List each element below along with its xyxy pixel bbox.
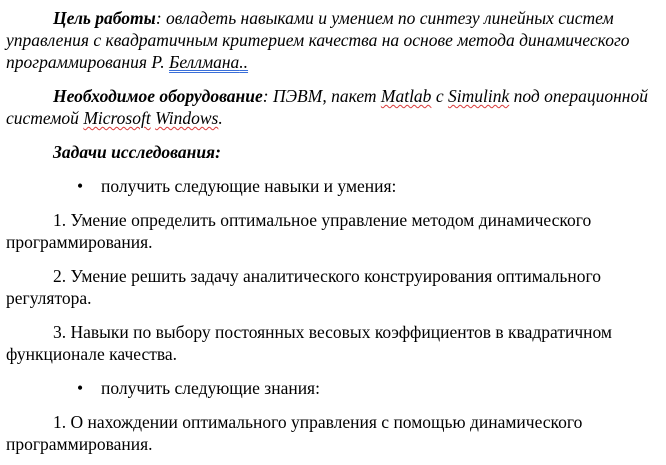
equipment-colon: : bbox=[262, 86, 269, 106]
matlab-word: Matlab bbox=[380, 86, 432, 106]
equipment-end: . bbox=[218, 108, 223, 128]
simulink-word: Simulink bbox=[447, 86, 510, 106]
bullet-icon: • bbox=[77, 378, 84, 398]
equipment-text-2: с bbox=[431, 86, 448, 106]
bullet-knowledge-text: получить следующие знания: bbox=[101, 378, 320, 398]
goal-text: овладеть навыками и умением по синтезу линейных систем управления с квадратичным критерием качества на основе метода динамического программирования Р. bbox=[6, 8, 630, 72]
bullet-item-knowledge bbox=[6, 377, 656, 399]
knowledge-item-1: 1. О нахождении оптимального управления с помощью динамического программирования. bbox=[6, 412, 583, 454]
skill-item-1: 1. Умение определить оптимальное управление методом динамического программирования. bbox=[6, 210, 592, 252]
skill-item-3: 3. Навыки по выбору постоянных весовых коэффициентов в квадратичном функционале качества. bbox=[6, 322, 612, 364]
document-page bbox=[6, 7, 656, 455]
goal-colon: : bbox=[155, 8, 162, 28]
goal-label: Цель работы bbox=[53, 8, 156, 28]
skill-item-2: 2. Умение решить задачу аналитического конструирования оптимального регулятора. bbox=[6, 266, 601, 308]
bullet-item-skills bbox=[6, 175, 656, 197]
goal-author: Беллмана bbox=[169, 52, 240, 72]
bullet-icon: • bbox=[77, 176, 84, 196]
equipment-text-1: ПЭВМ, пакет bbox=[268, 86, 381, 106]
goal-paragraph bbox=[6, 7, 656, 73]
microsoft-word: Microsoft bbox=[83, 108, 151, 128]
bullet-skills-text: получить следующие навыки и умения: bbox=[101, 176, 397, 196]
equipment-label: Необходимое оборудование bbox=[53, 86, 263, 106]
windows-word: Windows bbox=[155, 108, 219, 128]
equipment-paragraph bbox=[6, 85, 656, 129]
goal-end: .. bbox=[239, 52, 249, 72]
equipment-text-3: под операционной системой bbox=[6, 86, 648, 128]
tasks-heading: Задачи исследования: bbox=[53, 142, 221, 162]
